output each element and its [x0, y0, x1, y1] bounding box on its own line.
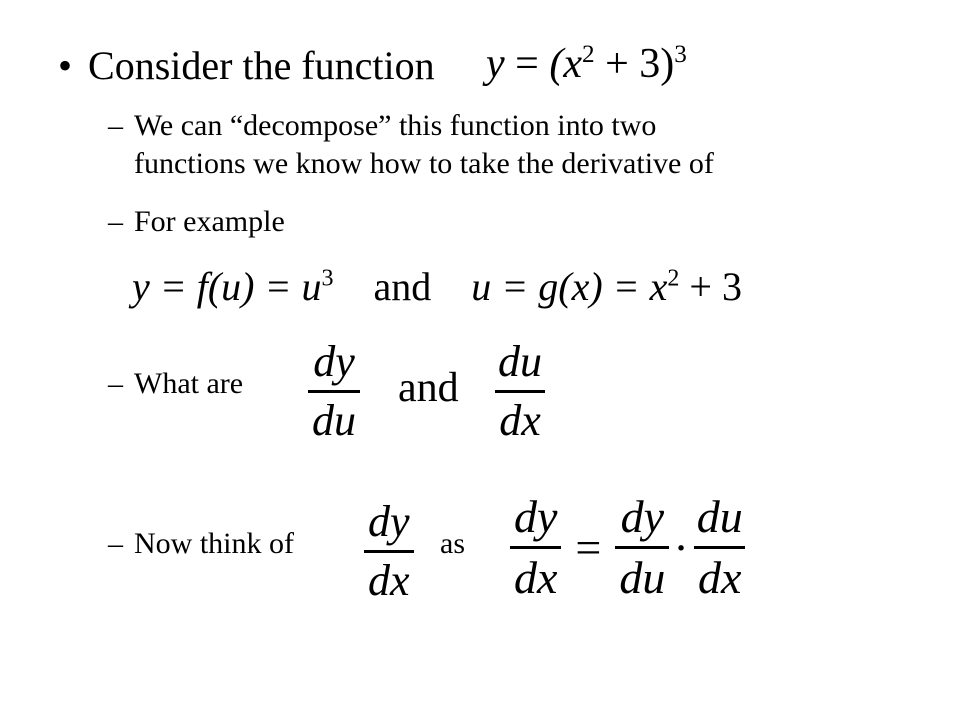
g-tail: + 3	[679, 264, 742, 309]
numerator: dy	[313, 337, 355, 386]
decomposition-equation	[132, 262, 742, 312]
equals-sign: =	[575, 522, 602, 573]
eq-exp-inner: 2	[581, 41, 595, 68]
chain-rule-equation	[510, 491, 747, 603]
derivative-dy-du	[308, 337, 360, 445]
fraction	[615, 491, 669, 603]
sub-item-text: For example	[134, 205, 285, 238]
denominator: du	[615, 546, 669, 601]
sub-item-line2: functions we know how to take the derivative of	[134, 147, 714, 180]
main-bullet	[58, 42, 435, 90]
g-exp: 2	[667, 265, 680, 292]
denominator: dx	[510, 546, 561, 601]
sub-item-what-are	[108, 366, 243, 402]
as-text: as	[440, 527, 465, 560]
fraction	[308, 337, 360, 445]
sub-item-text: What are	[134, 367, 244, 400]
and-text-2: and	[398, 365, 459, 411]
eq-rest: + 3)	[594, 41, 675, 87]
eq-exp-outer: 3	[674, 41, 687, 68]
sub-item-decompose	[108, 108, 656, 144]
denominator: dx	[495, 390, 545, 443]
f-exp: 3	[321, 265, 334, 292]
g-part: u = g(x) = x	[471, 264, 668, 309]
and-text: and	[373, 264, 432, 309]
f-part: y = f(u) = u	[132, 264, 322, 309]
bullet-text: Consider the function	[88, 43, 435, 88]
numerator: du	[498, 337, 542, 386]
dash: –	[108, 205, 123, 238]
denominator: dx	[694, 546, 745, 601]
sub-item-line1: We can “decompose” this function into two	[134, 109, 657, 142]
sub-item-now-think	[108, 526, 294, 562]
denominator: dx	[364, 550, 414, 603]
bullet-marker: •	[58, 43, 73, 88]
fraction	[693, 491, 747, 603]
eq-base: (x	[549, 41, 582, 87]
numerator: dy	[368, 497, 410, 546]
function-equation	[486, 38, 687, 90]
eq-sign: =	[515, 41, 539, 87]
dash: –	[108, 109, 123, 142]
numerator: dy	[620, 491, 665, 542]
sub-item-example	[108, 204, 285, 240]
numerator: dy	[514, 491, 558, 542]
dash: –	[108, 527, 123, 560]
fraction	[510, 491, 561, 603]
sub-item-text: Now think of	[134, 527, 294, 560]
eq-lhs: y	[486, 41, 505, 87]
fraction	[364, 497, 414, 605]
fraction	[494, 337, 546, 445]
sub-item-decompose-line2	[134, 146, 714, 182]
numerator: du	[696, 491, 743, 542]
denominator: du	[308, 390, 360, 443]
derivative-dy-dx	[364, 497, 414, 605]
dash: –	[108, 367, 123, 400]
derivative-du-dx	[494, 337, 546, 445]
dot-operator: ·	[673, 522, 689, 573]
